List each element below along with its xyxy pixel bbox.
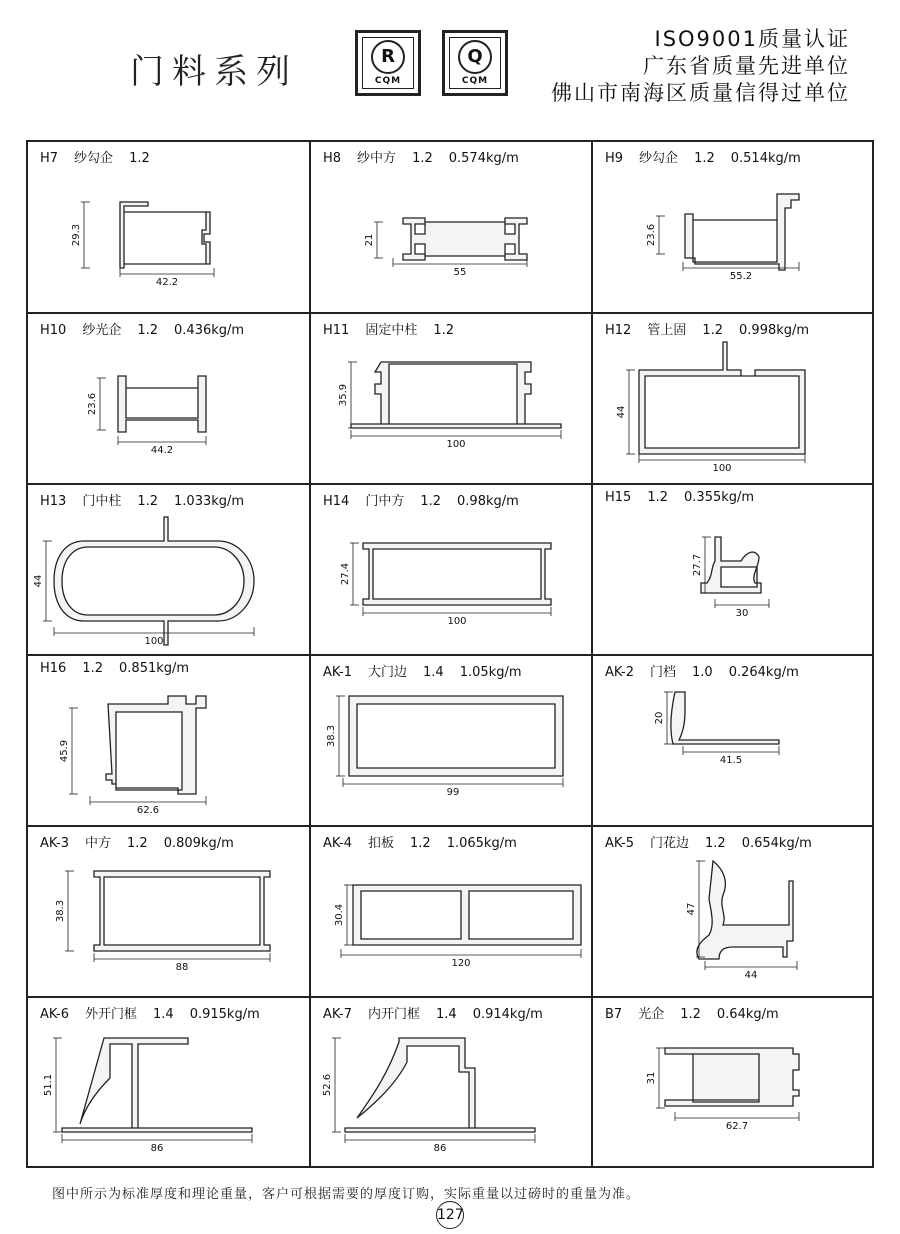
width-dimension-label: 30 [735,608,749,619]
profile-weight: 0.574kg/m [448,151,519,166]
profile-section-shape [120,202,210,268]
profile-thickness: 1.2 [680,1007,701,1022]
profile-drawing [28,485,309,655]
profile-weight: 0.809kg/m [163,836,234,851]
profile-cell-ak-7 [311,998,591,1168]
logo-text-r: CQM [374,76,402,86]
profile-section-shape [353,885,581,945]
width-dimension-label: 88 [175,962,189,973]
profile-drawing [28,656,309,826]
width-dimension-label: 100 [447,616,467,627]
profile-section-shape [62,1038,252,1132]
width-dimension-label: 55.2 [729,271,753,282]
width-dimension-label: 55 [453,267,467,278]
profile-drawing [311,656,591,826]
profile-code: B7 [605,1007,623,1022]
profile-section-shape [345,1038,535,1132]
height-dimension-label: 27.7 [692,553,703,577]
cert-line-iso: ISO9001质量认证 [654,27,850,51]
profile-drawing [311,314,591,484]
profile-section-shape [351,362,561,428]
profile-code: H12 [605,323,632,338]
profile-catalog-grid [26,140,874,1168]
logo-text-q: CQM [461,76,489,86]
profile-code: AK-2 [605,665,635,680]
profile-code: AK-6 [40,1007,70,1022]
width-dimension-label: 62.7 [725,1121,749,1132]
profile-drawing [593,827,874,997]
height-dimension-label: 27.4 [340,562,351,586]
profile-name: 管上固 [647,323,687,338]
profile-thickness: 1.2 [129,151,150,166]
profile-thickness: 1.2 [137,323,159,338]
profile-weight: 0.654kg/m [741,836,812,851]
page-title: 门料系列 [130,52,298,92]
profile-name: 内开门框 [368,1007,421,1022]
profile-section-shape [685,194,799,270]
width-dimension-label: 44 [744,970,758,981]
profile-section-shape [639,342,805,454]
height-dimension-label: 30.4 [334,903,345,927]
profile-cell-h15 [593,485,874,655]
profile-name: 门中方 [365,494,405,509]
height-dimension-label: 23.6 [646,223,657,247]
profile-weight: 1.065kg/m [446,836,517,851]
profile-cell-ak-1 [311,656,591,826]
profile-thickness: 1.4 [423,665,444,680]
certification-block [551,26,850,107]
profile-cell-ak-6 [28,998,309,1168]
profile-drawing [28,314,309,484]
profile-cell-ak-3 [28,827,309,997]
cqm-r-logo [355,30,421,96]
profile-thickness: 1.2 [705,836,726,851]
profile-code: H8 [323,151,342,166]
height-dimension-label: 38.3 [326,724,337,748]
width-dimension-label: 44.2 [150,445,174,456]
height-dimension-label: 51.1 [43,1073,54,1097]
profile-code: H9 [605,151,624,166]
profile-name: 固定中柱 [365,323,418,338]
profile-drawing [593,485,874,655]
profile-section-shape [349,696,563,776]
profile-section-shape [106,696,206,794]
profile-name: 门档 [650,665,677,680]
cert-line-city: 佛山市南海区质量信得过单位 [551,81,850,105]
profile-thickness: 1.2 [82,661,104,676]
profile-name: 扣板 [368,836,395,851]
profile-weight: 0.514kg/m [730,151,801,166]
profile-section-shape [697,861,793,959]
profile-name: 门花边 [650,836,690,851]
profile-drawing [593,142,874,312]
profile-cell-b7 [593,998,874,1168]
profile-weight: 1.033kg/m [174,494,245,509]
profile-section-shape [671,692,779,744]
profile-code: AK-7 [323,1007,353,1022]
width-dimension-label: 100 [144,636,164,647]
profile-section-shape [701,537,761,593]
profile-code: H16 [40,661,67,676]
logo-mark-q: Q [458,40,492,74]
profile-drawing [593,998,874,1168]
profile-name: 大门边 [368,665,408,680]
profile-cell-ak-2 [593,656,874,826]
profile-name: 纱勾企 [639,151,679,166]
profile-code: AK-1 [323,665,353,680]
profile-code: AK-4 [323,836,353,851]
profile-cell-h8 [311,142,591,312]
profile-drawing [28,142,309,312]
profile-thickness: 1.2 [647,490,669,505]
width-dimension-label: 86 [150,1143,164,1154]
footer-note: 图中所示为标准厚度和理论重量，客户可根据需要的厚度订购，实际重量以过磅时的重量为准。 [52,1187,641,1202]
profile-drawing [311,827,591,997]
profile-thickness: 1.2 [412,151,433,166]
cqm-q-logo [442,30,508,96]
profile-code: H7 [40,151,59,166]
profile-drawing [311,485,591,655]
height-dimension-label: 38.3 [55,899,66,923]
profile-section-shape [403,218,527,260]
profile-cell-h14 [311,485,591,655]
height-dimension-label: 44 [616,405,627,419]
profile-section-shape [363,543,551,605]
profile-drawing [311,998,591,1168]
page-number: 127 [436,1201,464,1229]
profile-cell-h10 [28,314,309,484]
profile-thickness: 1.4 [436,1007,457,1022]
profile-weight: 0.915kg/m [189,1007,260,1022]
profile-name: 纱中方 [357,151,397,166]
profile-weight: 0.98kg/m [457,494,519,509]
profile-weight: 0.355kg/m [684,490,755,505]
profile-thickness: 1.0 [692,665,713,680]
profile-cell-h11 [311,314,591,484]
profile-thickness: 1.4 [153,1007,174,1022]
profile-name: 纱光企 [82,323,122,338]
profile-weight: 0.64kg/m [716,1007,779,1022]
profile-thickness: 1.2 [702,323,724,338]
width-dimension-label: 100 [446,439,466,450]
profile-cell-h9 [593,142,874,312]
height-dimension-label: 44 [33,574,44,588]
height-dimension-label: 31 [646,1071,657,1085]
profile-code: H13 [40,494,67,509]
height-dimension-label: 21 [364,233,375,247]
profile-cell-ak-5 [593,827,874,997]
height-dimension-label: 35.9 [338,383,349,407]
profile-thickness: 1.2 [420,494,442,509]
width-dimension-label: 41.5 [719,755,743,766]
height-dimension-label: 47 [686,902,697,916]
profile-thickness: 1.2 [410,836,431,851]
profile-drawing [311,142,591,312]
profile-section-shape [118,376,206,432]
profile-code: H11 [323,323,350,338]
profile-code: H14 [323,494,350,509]
profile-weight: 0.264kg/m [728,665,799,680]
width-dimension-label: 100 [712,463,732,474]
profile-name: 外开门框 [85,1007,138,1022]
profile-cell-ak-4 [311,827,591,997]
profile-name: 纱勾企 [74,151,114,166]
profile-thickness: 1.2 [694,151,715,166]
profile-code: AK-5 [605,836,635,851]
profile-drawing [28,998,309,1168]
profile-weight: 0.914kg/m [472,1007,543,1022]
profile-section-shape [54,517,254,645]
height-dimension-label: 20 [654,711,665,725]
width-dimension-label: 42.2 [155,277,179,288]
logo-mark-r: R [371,40,405,74]
profile-cell-h16 [28,656,309,826]
profile-name: 门中柱 [82,494,122,509]
height-dimension-label: 23.6 [87,392,98,416]
profile-cell-h12 [593,314,874,484]
profile-weight: 0.998kg/m [739,323,810,338]
cert-line-province: 广东省质量先进单位 [643,54,850,78]
height-dimension-label: 52.6 [322,1073,333,1097]
profile-weight: 1.05kg/m [459,665,522,680]
profile-drawing [593,314,874,484]
profile-thickness: 1.2 [127,836,148,851]
profile-name: 光企 [638,1007,665,1022]
profile-name: 中方 [85,836,112,851]
profile-code: H15 [605,490,632,505]
height-dimension-label: 29.3 [71,223,82,247]
profile-drawing [593,656,874,826]
profile-weight: 0.436kg/m [174,323,245,338]
profile-code: AK-3 [40,836,70,851]
width-dimension-label: 120 [451,958,471,969]
width-dimension-label: 86 [433,1143,447,1154]
profile-section-shape [665,1048,799,1106]
height-dimension-label: 45.9 [59,739,70,763]
profile-cell-h7 [28,142,309,312]
profile-thickness: 1.2 [433,323,455,338]
profile-thickness: 1.2 [137,494,159,509]
profile-drawing [28,827,309,997]
profile-code: H10 [40,323,67,338]
profile-section-shape [94,871,270,951]
width-dimension-label: 62.6 [136,805,160,816]
profile-weight: 0.851kg/m [119,661,190,676]
profile-cell-h13 [28,485,309,655]
width-dimension-label: 99 [446,787,460,798]
